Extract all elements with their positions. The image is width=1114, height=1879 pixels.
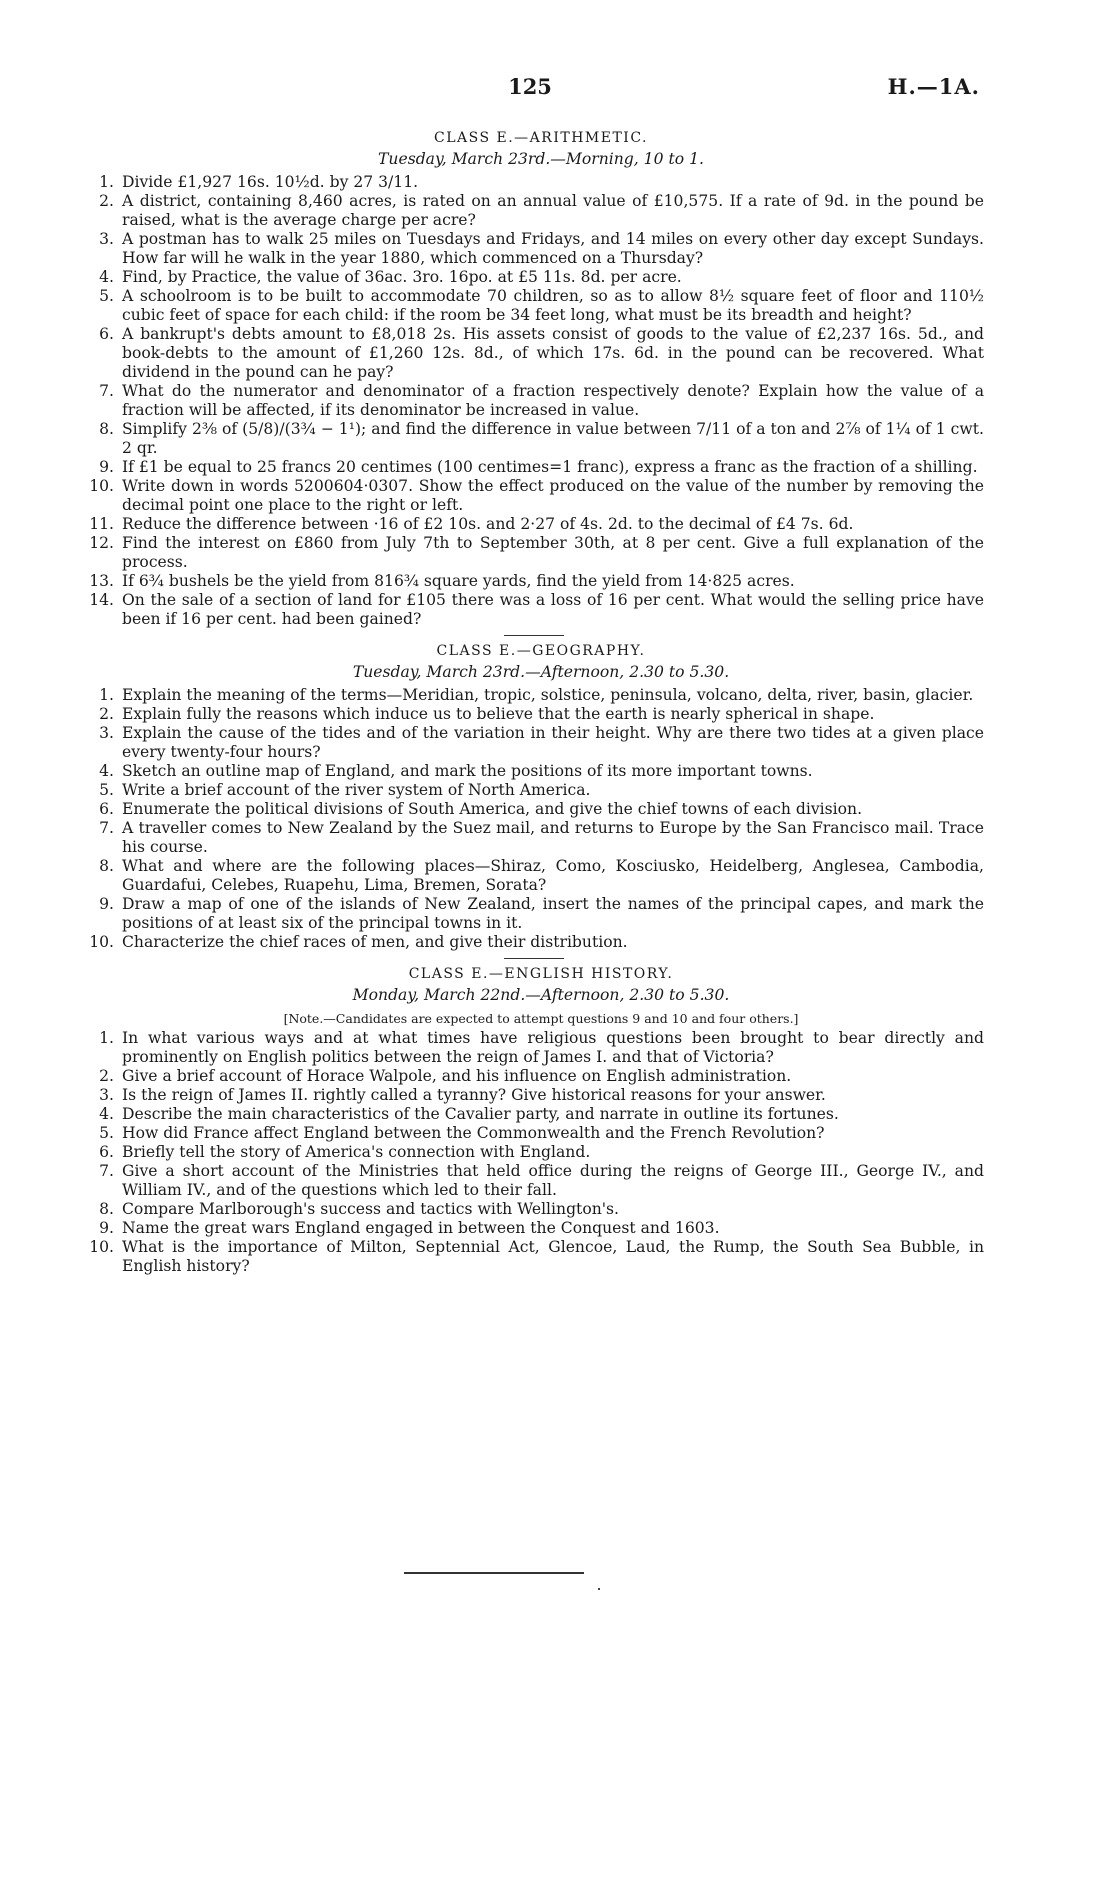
question-text: Compare Marlborough's success and tactics with Wellington's. bbox=[122, 1200, 619, 1218]
question-item bbox=[84, 515, 984, 534]
question-text: Describe the main characteristics of the Cavalier party, and narrate in outline its fortunes. bbox=[122, 1105, 839, 1123]
section-title: CLASS E.—ENGLISH HISTORY. bbox=[408, 966, 674, 982]
footer-mark bbox=[598, 1588, 600, 1590]
question-text: What and where are the following places—Shiraz, Como, Kosciusko, Heidelberg, Anglesea, Cambodia, Guardafui, Celebes, Ruapehu, Lima, Bremen, Sorata? bbox=[122, 857, 984, 894]
question-number: 2. bbox=[99, 192, 114, 210]
question-item bbox=[84, 686, 984, 705]
question-number: 2. bbox=[99, 1067, 114, 1085]
question-text: Briefly tell the story of America's connection with England. bbox=[122, 1143, 591, 1161]
question-item bbox=[84, 1067, 984, 1086]
question-text: Write a brief account of the river system of North America. bbox=[122, 781, 591, 799]
question-number: 7. bbox=[99, 1162, 114, 1180]
question-item bbox=[84, 1219, 984, 1238]
page-number: 125 bbox=[508, 74, 552, 99]
question-item bbox=[84, 819, 984, 857]
question-item bbox=[84, 572, 984, 591]
question-number: 12. bbox=[89, 534, 114, 552]
document-reference: H.—1A. bbox=[887, 74, 980, 99]
question-number: 14. bbox=[89, 591, 114, 609]
question-number: 4. bbox=[99, 268, 114, 286]
section-schedule: Tuesday, March 23rd.—Morning, 10 to 1. bbox=[378, 150, 704, 168]
exam-section bbox=[84, 958, 984, 1276]
question-number: 5. bbox=[99, 1124, 114, 1142]
section-title: CLASS E.—ARITHMETIC. bbox=[434, 130, 648, 146]
question-number: 4. bbox=[99, 762, 114, 780]
question-item bbox=[84, 230, 984, 268]
question-text: Divide £1,927 16s. 10½d. by 27 3/11. bbox=[122, 173, 419, 191]
exam-section bbox=[84, 635, 984, 952]
question-text: Draw a map of one of the islands of New Zealand, insert the names of the principal capes, and mark the positions of at least six of the principal towns in it. bbox=[122, 895, 984, 932]
question-text: On the sale of a section of land for £105 there was a loss of 16 per cent. What would the selling price have been if 16 per cent. had been gained? bbox=[122, 591, 984, 628]
exam-section bbox=[84, 129, 984, 629]
question-number: 11. bbox=[89, 515, 114, 533]
question-number: 3. bbox=[99, 1086, 114, 1104]
question-item bbox=[84, 1124, 984, 1143]
question-text: A bankrupt's debts amount to £8,018 2s. His assets consist of goods to the value of £2,237 16s. 5d., and book-debts to the amount of £1,260 12s. 8d., of which 17s. 6d. in the pound can be recovered. What dividend in the pound can he pay? bbox=[122, 325, 984, 381]
question-number: 7. bbox=[99, 382, 114, 400]
question-text: Explain the meaning of the terms—Meridian, tropic, solstice, peninsula, volcano, delta, river, basin, glacier. bbox=[122, 686, 974, 704]
question-item bbox=[84, 382, 984, 420]
question-item bbox=[84, 705, 984, 724]
question-item bbox=[84, 325, 984, 382]
question-text: Find, by Practice, the value of 36ac. 3ro. 16po. at £5 11s. 8d. per acre. bbox=[122, 268, 682, 286]
question-text: In what various ways and at what times have religious questions been brought to bear directly and prominently on English politics between the reign of James I. and that of Victoria? bbox=[122, 1029, 984, 1066]
page-header bbox=[0, 74, 1114, 104]
question-item bbox=[84, 458, 984, 477]
question-number: 9. bbox=[99, 895, 114, 913]
question-item bbox=[84, 591, 984, 629]
question-number: 1. bbox=[99, 1029, 114, 1047]
section-schedule: Tuesday, March 23rd.—Afternoon, 2.30 to 5.30. bbox=[352, 663, 730, 681]
question-item bbox=[84, 1029, 984, 1067]
question-number: 1. bbox=[99, 173, 114, 191]
question-text: A schoolroom is to be built to accommodate 70 children, so as to allow 8½ square feet of floor and 110½ cubic feet of space for each child: if the room be 34 feet long, what must be its breadth and height? bbox=[122, 287, 984, 324]
section-note: [Note.—Candidates are expected to attempt questions 9 and 10 and four others.] bbox=[283, 1011, 799, 1026]
question-number: 5. bbox=[99, 287, 114, 305]
question-number: 9. bbox=[99, 458, 114, 476]
question-item bbox=[84, 477, 984, 515]
section-title: CLASS E.—GEOGRAPHY. bbox=[436, 643, 646, 659]
exam-content bbox=[84, 125, 984, 1276]
question-number: 6. bbox=[99, 1143, 114, 1161]
section-divider bbox=[504, 635, 564, 636]
question-number: 2. bbox=[99, 705, 114, 723]
question-item bbox=[84, 268, 984, 287]
question-text: Enumerate the political divisions of South America, and give the chief towns of each division. bbox=[122, 800, 863, 818]
question-number: 1. bbox=[99, 686, 114, 704]
section-divider bbox=[504, 958, 564, 959]
question-text: Is the reign of James II. rightly called a tyranny? Give historical reasons for your answer. bbox=[122, 1086, 826, 1104]
question-item bbox=[84, 1105, 984, 1124]
question-item bbox=[84, 287, 984, 325]
question-item bbox=[84, 724, 984, 762]
question-item bbox=[84, 1200, 984, 1219]
question-text: A district, containing 8,460 acres, is rated on an annual value of £10,575. If a rate of 9d. in the pound be raised, what is the average charge per acre? bbox=[122, 192, 984, 229]
question-number: 8. bbox=[99, 1200, 114, 1218]
question-number: 5. bbox=[99, 781, 114, 799]
question-number: 10. bbox=[89, 1238, 114, 1256]
question-text: A traveller comes to New Zealand by the Suez mail, and returns to Europe by the San Francisco mail. Trace his course. bbox=[122, 819, 984, 856]
question-text: Name the great wars England engaged in between the Conquest and 1603. bbox=[122, 1219, 720, 1237]
question-item bbox=[84, 192, 984, 230]
question-number: 4. bbox=[99, 1105, 114, 1123]
question-number: 6. bbox=[99, 800, 114, 818]
question-number: 7. bbox=[99, 819, 114, 837]
question-text: Explain the cause of the tides and of the variation in their height. Why are there two tides at a given place every twenty-four hours? bbox=[122, 724, 984, 761]
question-text: What do the numerator and denominator of a fraction respectively denote? Explain how the value of a fraction will be affected, if its denominator be increased in value. bbox=[122, 382, 984, 419]
question-item bbox=[84, 800, 984, 819]
question-item bbox=[84, 1143, 984, 1162]
question-text: How did France affect England between the Commonwealth and the French Revolution? bbox=[122, 1124, 825, 1142]
question-number: 3. bbox=[99, 230, 114, 248]
question-item bbox=[84, 762, 984, 781]
question-text: Find the interest on £860 from July 7th to September 30th, at 8 per cent. Give a full explanation of the process. bbox=[122, 534, 984, 571]
question-number: 3. bbox=[99, 724, 114, 742]
question-text: What is the importance of Milton, Septennial Act, Glencoe, Laud, the Rump, the South Sea Bubble, in English history? bbox=[122, 1238, 984, 1275]
question-number: 8. bbox=[99, 420, 114, 438]
question-number: 6. bbox=[99, 325, 114, 343]
question-item bbox=[84, 1162, 984, 1200]
question-item bbox=[84, 534, 984, 572]
question-item bbox=[84, 173, 984, 192]
question-item bbox=[84, 933, 984, 952]
question-text: Simplify 2⅜ of (5/8)/(3¾ − 1¹); and find the difference in value between 7/11 of a ton and 2⅞ of 1¼ of 1 cwt. 2 qr. bbox=[122, 420, 984, 457]
question-item bbox=[84, 1238, 984, 1276]
question-number: 9. bbox=[99, 1219, 114, 1237]
question-item bbox=[84, 857, 984, 895]
section-schedule: Monday, March 22nd.—Afternoon, 2.30 to 5.30. bbox=[352, 986, 730, 1004]
question-item bbox=[84, 781, 984, 800]
question-number: 8. bbox=[99, 857, 114, 875]
question-text: A postman has to walk 25 miles on Tuesdays and Fridays, and 14 miles on every other day except Sundays. How far will he walk in the year 1880, which commenced on a Thursday? bbox=[122, 230, 984, 267]
question-text: Characterize the chief races of men, and give their distribution. bbox=[122, 933, 628, 951]
question-text: If £1 be equal to 25 francs 20 centimes (100 centimes=1 franc), express a franc as the fraction of a shilling. bbox=[122, 458, 978, 476]
question-item bbox=[84, 420, 984, 458]
question-number: 10. bbox=[89, 933, 114, 951]
question-text: If 6¾ bushels be the yield from 816¾ square yards, find the yield from 14·825 acres. bbox=[122, 572, 795, 590]
question-text: Explain fully the reasons which induce us to believe that the earth is nearly spherical in shape. bbox=[122, 705, 875, 723]
question-item bbox=[84, 895, 984, 933]
question-text: Give a brief account of Horace Walpole, and his influence on English administration. bbox=[122, 1067, 792, 1085]
question-number: 13. bbox=[89, 572, 114, 590]
question-number: 10. bbox=[89, 477, 114, 495]
question-text: Give a short account of the Ministries that held office during the reigns of George III., George IV., and William IV., and of the questions which led to their fall. bbox=[122, 1162, 984, 1199]
footer-rule bbox=[404, 1572, 584, 1574]
question-item bbox=[84, 1086, 984, 1105]
question-text: Reduce the difference between ·16 of £2 10s. and 2·27 of 4s. 2d. to the decimal of £4 7s. 6d. bbox=[122, 515, 854, 533]
question-text: Write down in words 5200604·0307. Show the effect produced on the value of the number by removing the decimal point one place to the right or left. bbox=[122, 477, 984, 514]
question-text: Sketch an outline map of England, and mark the positions of its more important towns. bbox=[122, 762, 813, 780]
